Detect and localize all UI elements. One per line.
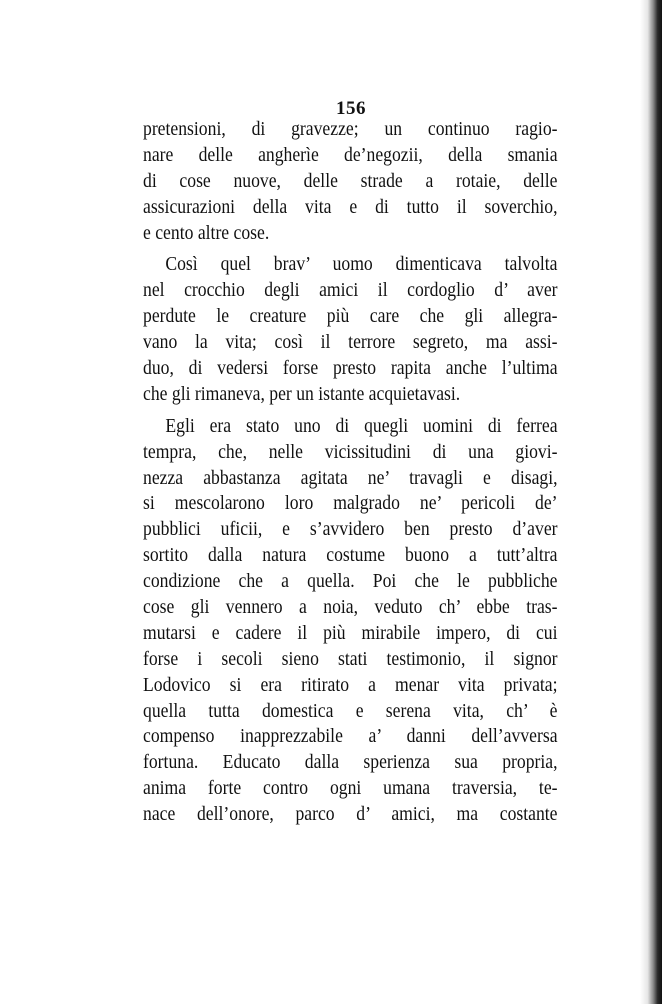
page-edge-shadow: [640, 0, 662, 1004]
text-line: nace dell’onore, parco d’ amici, ma costante: [143, 803, 558, 826]
text-line: anima forte contro ogni umana traversia, te-: [143, 777, 558, 800]
paragraph: [143, 117, 557, 246]
text-line: compenso inapprezzabile a’ danni dell’avversa: [143, 725, 558, 748]
page-number: 156: [336, 98, 366, 119]
text-line: nezza abbastanza agitata ne’ travagli e disagi,: [143, 466, 558, 489]
text-line: Egli era stato uno di quegli uomini di ferrea: [165, 414, 558, 437]
text-line: sortito dalla natura costume buono a tutt’altra: [143, 544, 558, 567]
text-line: pretensioni, di gravezze; un continuo ragio-: [143, 118, 558, 140]
text-line: pubblici uficii, e s’avvidero ben presto d’aver: [143, 518, 558, 541]
text-line: si mescolarono loro malgrado ne’ pericoli de’: [143, 492, 558, 515]
text-line: vano la vita; così il terrore segreto, ma assi-: [143, 331, 558, 354]
text-line: perdute le creature più care che gli allegra-: [143, 305, 558, 328]
text-line: quella tutta domestica e serena vita, ch’ è: [143, 699, 558, 722]
paragraph: [143, 252, 557, 407]
text-line: forse i secoli sieno stati testimonio, il signor: [143, 647, 558, 670]
text-line: Lodovico si era ritirato a menar vita privata;: [143, 673, 558, 696]
paragraph: [143, 414, 557, 828]
text-line: tempra, che, nelle vicissitudini di una giovi-: [143, 440, 558, 463]
text-line: fortuna. Educato dalla sperienza sua propria,: [143, 751, 558, 774]
text-line: mutarsi e cadere il più mirabile impero, di cui: [143, 621, 558, 644]
body-text: [143, 117, 557, 828]
text-line: che gli rimaneva, per un istante acquietavasi.: [143, 382, 461, 405]
text-line: e cento altre cose.: [143, 221, 270, 244]
text-line: Così quel brav’ uomo dimenticava talvolta: [165, 253, 558, 276]
text-line: nare delle angherìe de’negozii, della smania: [143, 143, 558, 166]
text-line: di cose nuove, delle strade a rotaie, delle: [143, 169, 558, 192]
text-line: cose gli vennero a noia, veduto ch’ ebbe tras-: [143, 596, 558, 619]
text-line: assicurazioni della vita e di tutto il soverchio,: [143, 195, 558, 218]
text-line: duo, di vedersi forse presto rapita anche l’ultima: [143, 357, 558, 380]
text-line: condizione che a quella. Poi che le pubbliche: [143, 570, 558, 593]
text-line: nel crocchio degli amici il cordoglio d’ aver: [143, 279, 558, 302]
